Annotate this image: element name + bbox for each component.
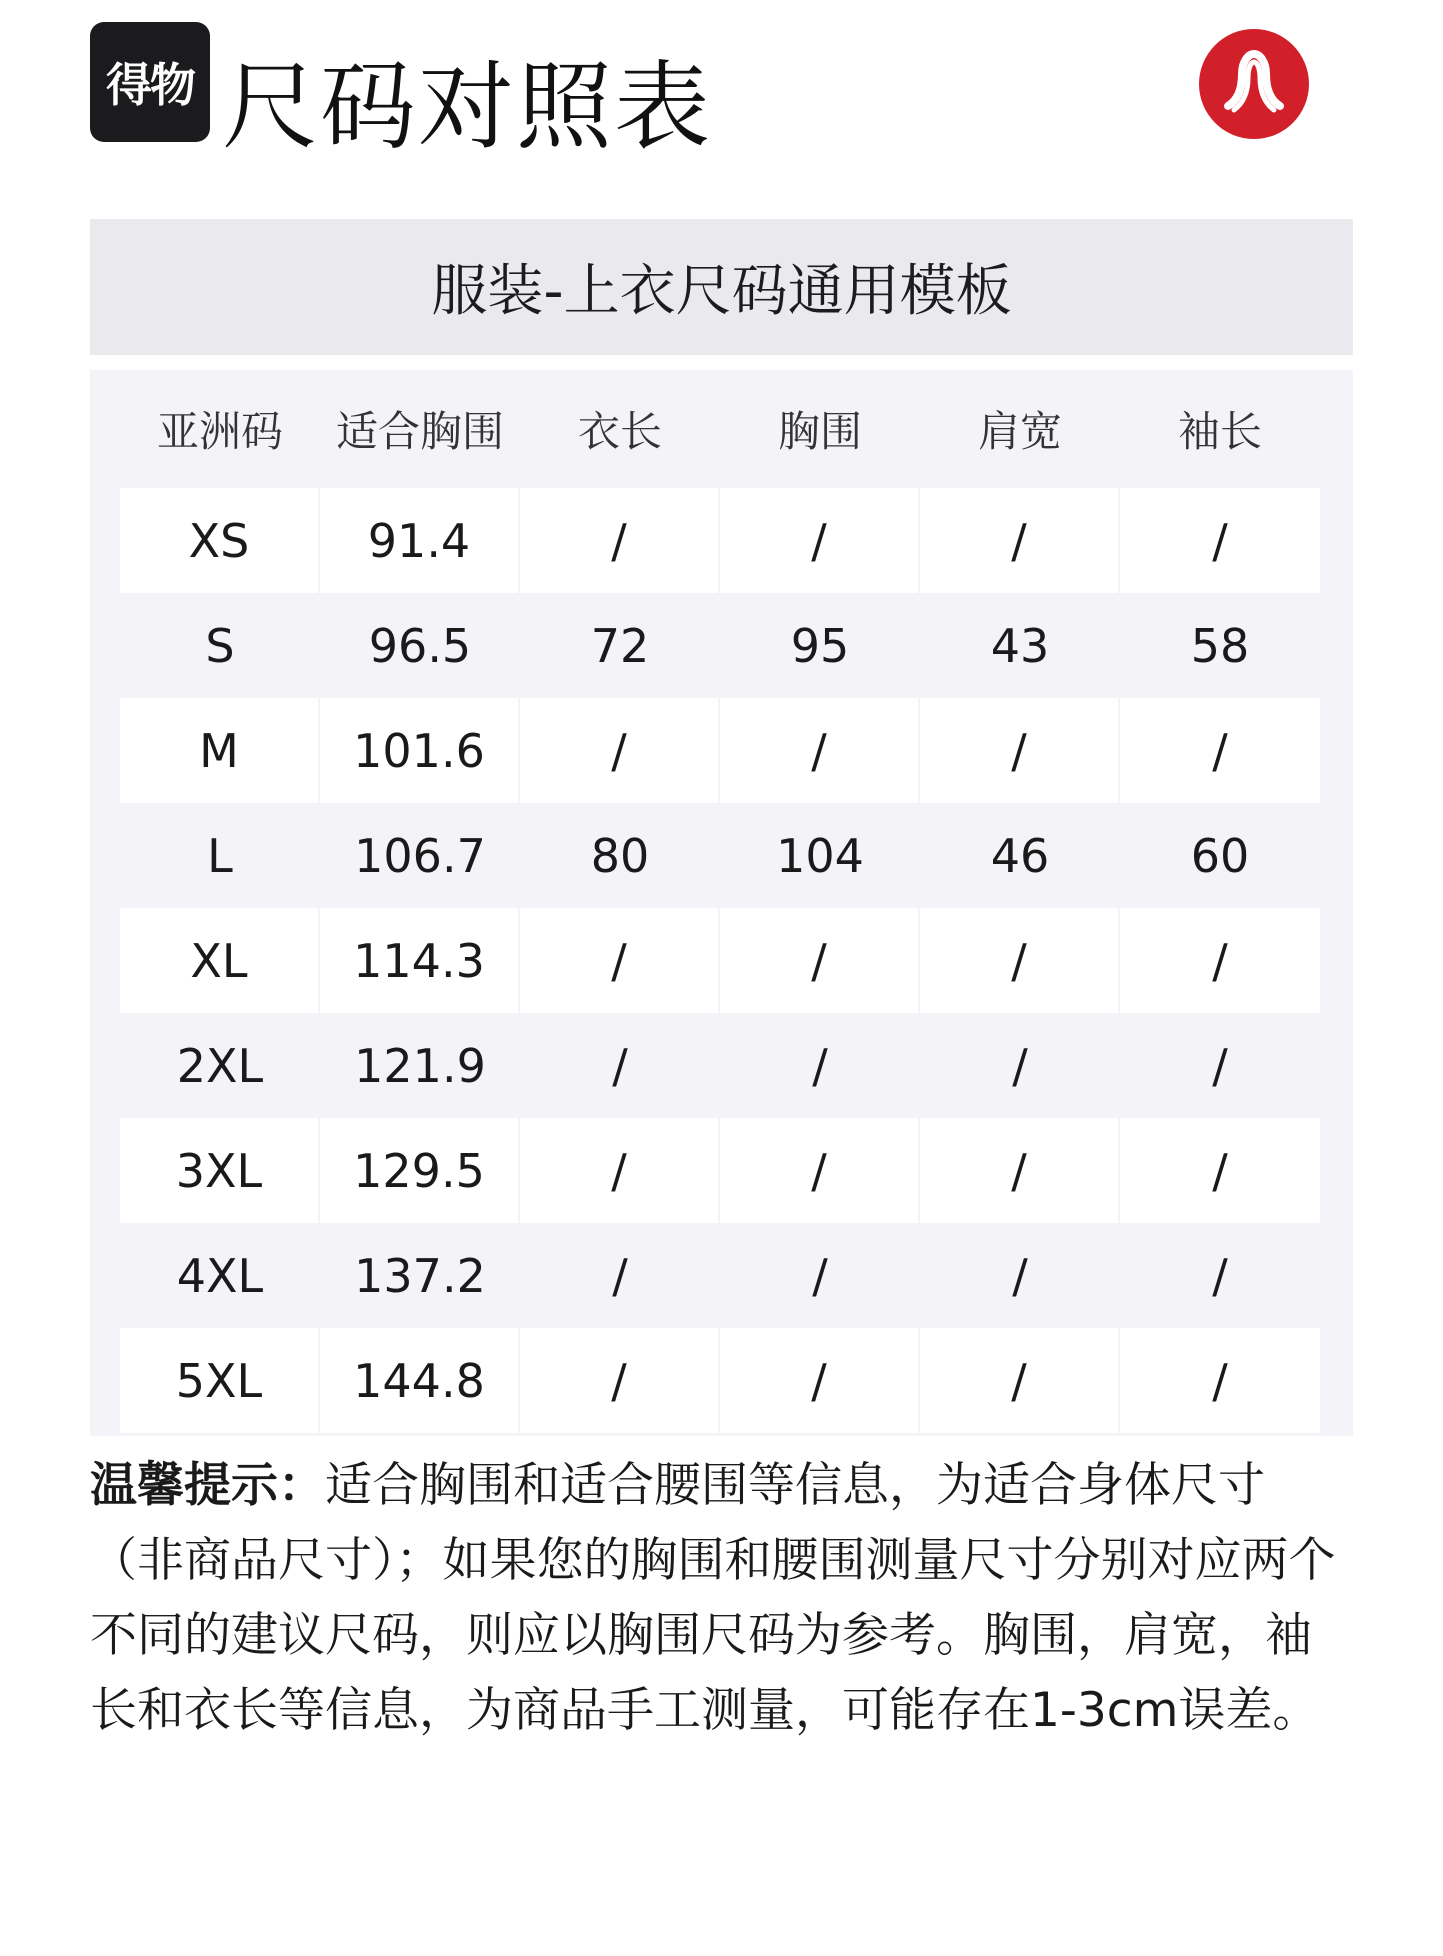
tip-text: 适合胸围和适合腰围等信息，为适合身体尺寸（非商品尺寸）；如果您的胸围和腰围测量尺寸分别对应两个不同的建议尺码，则应以胸围尺码为参考。胸围，肩宽，袖长和衣长等信息，为商品手工测量，可能存在1-3cm误差。 [90, 1458, 1336, 1738]
table-cell: / [520, 1328, 720, 1433]
table-cell: / [520, 698, 720, 803]
column-header: 衣长 [577, 407, 662, 456]
table-cell: S [120, 593, 320, 698]
template-title-banner [90, 219, 1353, 355]
table-cell: / [920, 1118, 1120, 1223]
table-cell: / [520, 1013, 720, 1118]
column-header: 胸围 [777, 407, 862, 456]
table-cell: 96.5 [320, 593, 520, 698]
table-row [120, 698, 1320, 803]
size-table [90, 370, 1353, 1436]
table-cell: / [1120, 908, 1320, 1013]
table-cell: / [1120, 1223, 1320, 1328]
template-title: 服装-上衣尺码通用模板 [431, 259, 1012, 324]
table-cell: 104 [720, 803, 920, 908]
table-cell: 58 [1120, 593, 1320, 698]
table-cell: / [920, 698, 1120, 803]
table-cell: 129.5 [320, 1118, 520, 1223]
table-cell: / [1120, 1118, 1320, 1223]
table-cell: 137.2 [320, 1223, 520, 1328]
table-cell: L [120, 803, 320, 908]
table-cell: / [1120, 1013, 1320, 1118]
table-cell: 46 [920, 803, 1120, 908]
table-cell: 101.6 [320, 698, 520, 803]
column-header: 适合胸围 [335, 407, 504, 456]
table-cell: / [920, 1013, 1120, 1118]
table-cell: 106.7 [320, 803, 520, 908]
table-cell: / [720, 1013, 920, 1118]
table-cell: 4XL [120, 1223, 320, 1328]
table-cell: XL [120, 908, 320, 1013]
table-cell: 80 [520, 803, 720, 908]
page-title: 尺码对照表 [222, 51, 712, 163]
table-cell: / [720, 1118, 920, 1223]
table-row [120, 1328, 1320, 1433]
table-cell: 72 [520, 593, 720, 698]
table-cell: / [1120, 698, 1320, 803]
lululemon-icon [1198, 28, 1310, 140]
table-cell: / [520, 908, 720, 1013]
table-cell: / [720, 698, 920, 803]
size-tip [90, 1448, 1358, 1748]
table-cell: / [920, 1328, 1120, 1433]
table-cell: / [920, 488, 1120, 593]
table-row [120, 593, 1320, 698]
table-cell: 2XL [120, 1013, 320, 1118]
table-cell: M [120, 698, 320, 803]
table-row [120, 803, 1320, 908]
table-cell: 43 [920, 593, 1120, 698]
table-row [120, 908, 1320, 1013]
dewu-logo [90, 22, 210, 142]
table-body [120, 488, 1320, 1433]
table-cell: / [520, 1223, 720, 1328]
table-cell: / [520, 1118, 720, 1223]
table-cell: / [720, 488, 920, 593]
table-cell: / [520, 488, 720, 593]
table-header [120, 370, 1320, 488]
table-cell: 3XL [120, 1118, 320, 1223]
table-cell: / [1120, 488, 1320, 593]
table-cell: 5XL [120, 1328, 320, 1433]
table-cell: 95 [720, 593, 920, 698]
table-cell: 60 [1120, 803, 1320, 908]
table-cell: 121.9 [320, 1013, 520, 1118]
table-cell: 144.8 [320, 1328, 520, 1433]
table-cell: / [920, 908, 1120, 1013]
table-cell: XS [120, 488, 320, 593]
tip-label: 温馨提示： [90, 1458, 325, 1513]
table-row [120, 1013, 1320, 1118]
table-cell: / [720, 908, 920, 1013]
dewu-logo-text: 得物 [106, 58, 194, 112]
table-cell: 91.4 [320, 488, 520, 593]
table-row [120, 1223, 1320, 1328]
table-cell: / [920, 1223, 1120, 1328]
table-cell: / [720, 1328, 920, 1433]
table-row [120, 1118, 1320, 1223]
column-header: 肩宽 [977, 407, 1062, 456]
table-cell: / [720, 1223, 920, 1328]
column-header: 袖长 [1177, 407, 1262, 456]
column-header: 亚洲码 [156, 407, 283, 456]
table-cell: / [1120, 1328, 1320, 1433]
table-row [120, 488, 1320, 593]
table-cell: 114.3 [320, 908, 520, 1013]
